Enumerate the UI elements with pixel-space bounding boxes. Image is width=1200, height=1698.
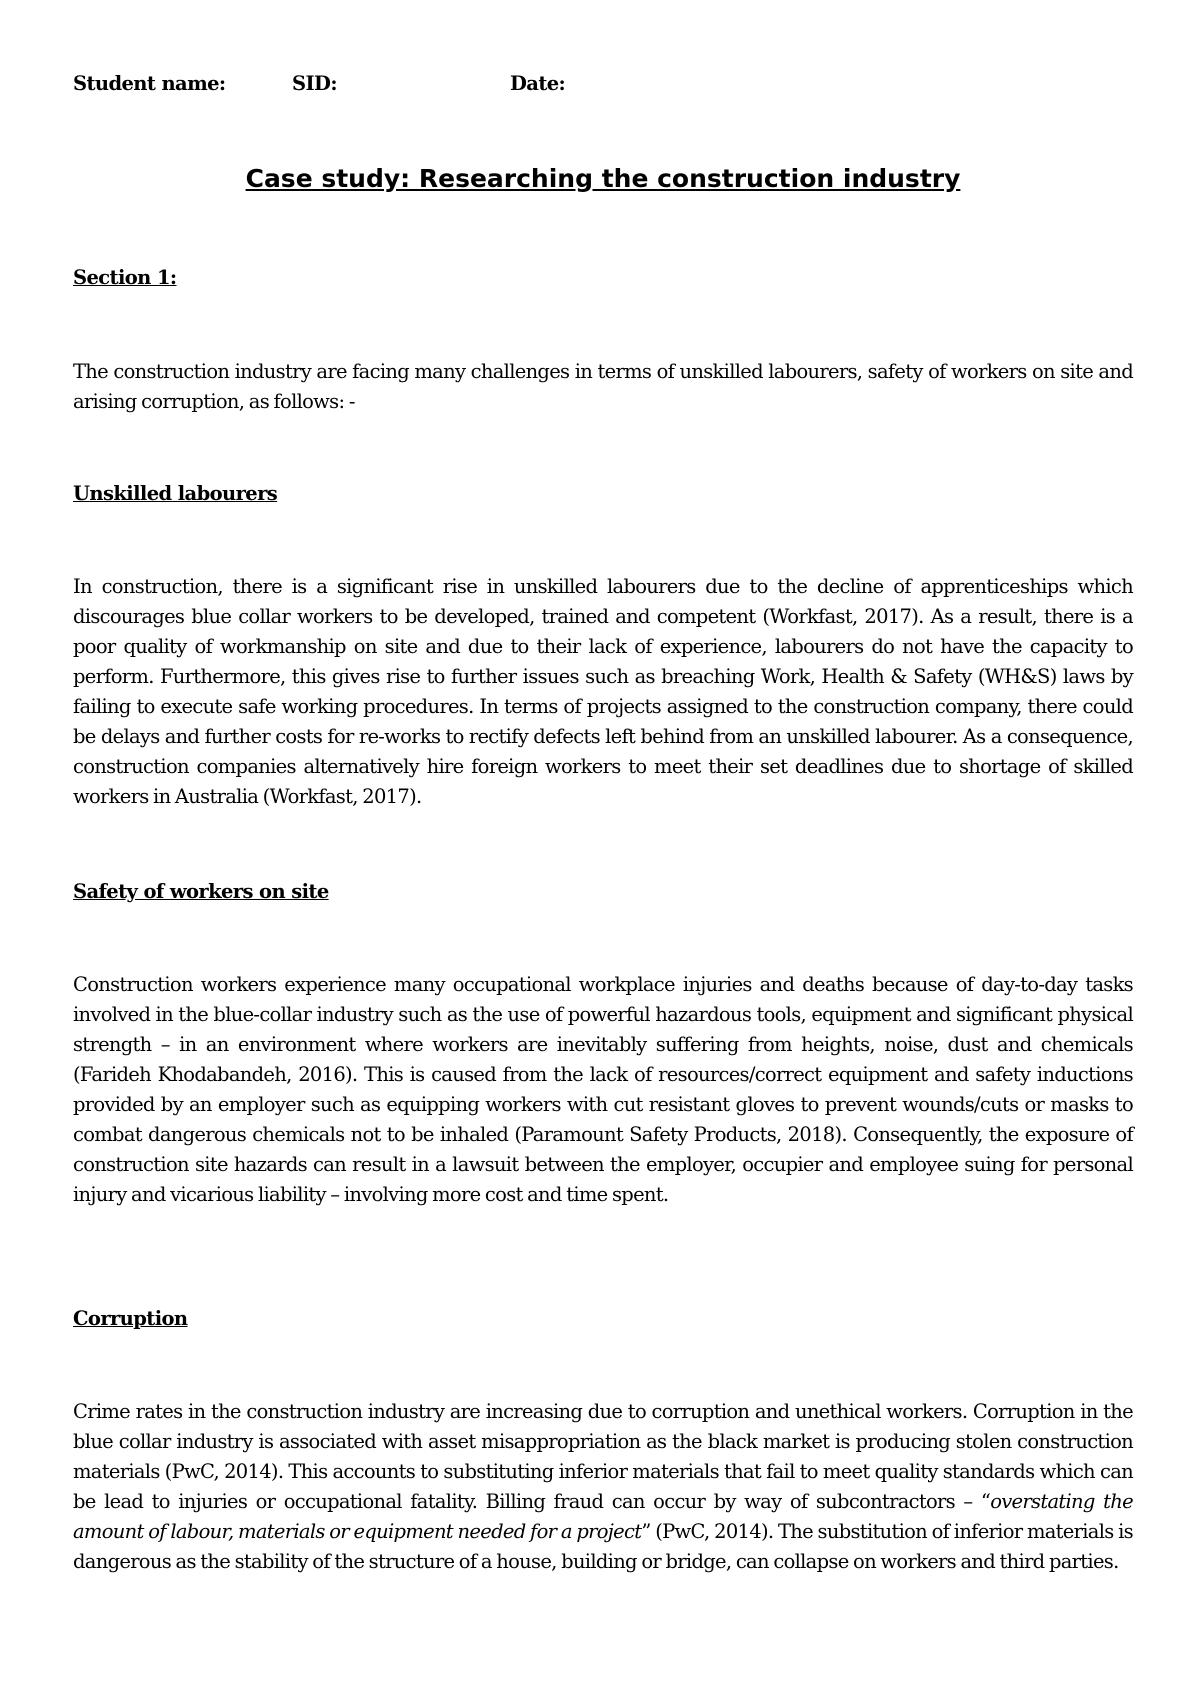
corruption-body — [73, 1397, 1133, 1577]
sid-label: SID: — [292, 72, 337, 95]
corruption-body-end: ” (PwC, 2014). The substitution of inferior materials is dangerous as the stability of the structure of a house, building or bridge, can collapse on workers and third parties. — [73, 1520, 1133, 1573]
document-title: Case study: Researching the construction industry — [245, 164, 961, 193]
student-name-label: Student name: — [73, 72, 226, 95]
corruption-quote: overstating the amount of labour, materials or equipment needed for a project — [73, 1490, 1133, 1543]
unskilled-labourers-body: In construction, there is a significant rise in unskilled labourers due to the decline of apprenticeships which discourages blue collar workers to be developed, trained and competent (Workfast, 2017). As a result, there is a poor quality of workmanship on site and due to their lack of experience, labourers do not have the capacity to perform. Furthermore, this gives rise to further issues such as breaching Work, Health & Safety (WH&S) laws by failing to execute safe working procedures. In terms of projects assigned to the construction company, there could be delays and further costs for re-works to rectify defects left behind from an unskilled labourer. As a consequence, construction companies alternatively hire foreign workers to meet their set deadlines due to shortage of skilled workers in Australia (Workfast, 2017). — [73, 575, 1133, 808]
date-label: Date: — [510, 72, 566, 95]
unskilled-labourers-heading: Unskilled labourers — [73, 482, 278, 505]
corruption-heading: Corruption — [73, 1307, 188, 1330]
safety-heading: Safety of workers on site — [73, 880, 329, 903]
corruption-body-start: Crime rates in the construction industry are increasing due to corruption and unethical workers. Corruption in the blue collar industry is associated with asset misappropriation as the black market is producing stolen construction materials (PwC, 2014). This accounts to substituting inferior materials that fail to meet quality standards which can be lead to injuries or occupational fatality. Billing fraud can occur by way of subcontractors – “ — [73, 1400, 1133, 1513]
safety-body: Construction workers experience many occupational workplace injuries and deaths because of day-to-day tasks involved in the blue-collar industry such as the use of powerful hazardous tools, equipment and significant physical strength – in an environment where workers are inevitably suffering from heights, noise, dust and chemicals (Farideh Khodabandeh, 2016). This is caused from the lack of resources/correct equipment and safety inductions provided by an employer such as equipping workers with cut resistant gloves to prevent wounds/cuts or masks to combat dangerous chemicals not to be inhaled (Paramount Safety Products, 2018). Consequently, the exposure of construction site hazards can result in a lawsuit between the employer, occupier and employee suing for personal injury and vicarious liability – involving more cost and time spent. — [73, 973, 1133, 1206]
section-1-intro: The construction industry are facing many challenges in terms of unskilled labourers, safety of workers on site and arising corruption, as follows: - — [73, 360, 1133, 413]
section-1-heading: Section 1: — [73, 266, 177, 289]
